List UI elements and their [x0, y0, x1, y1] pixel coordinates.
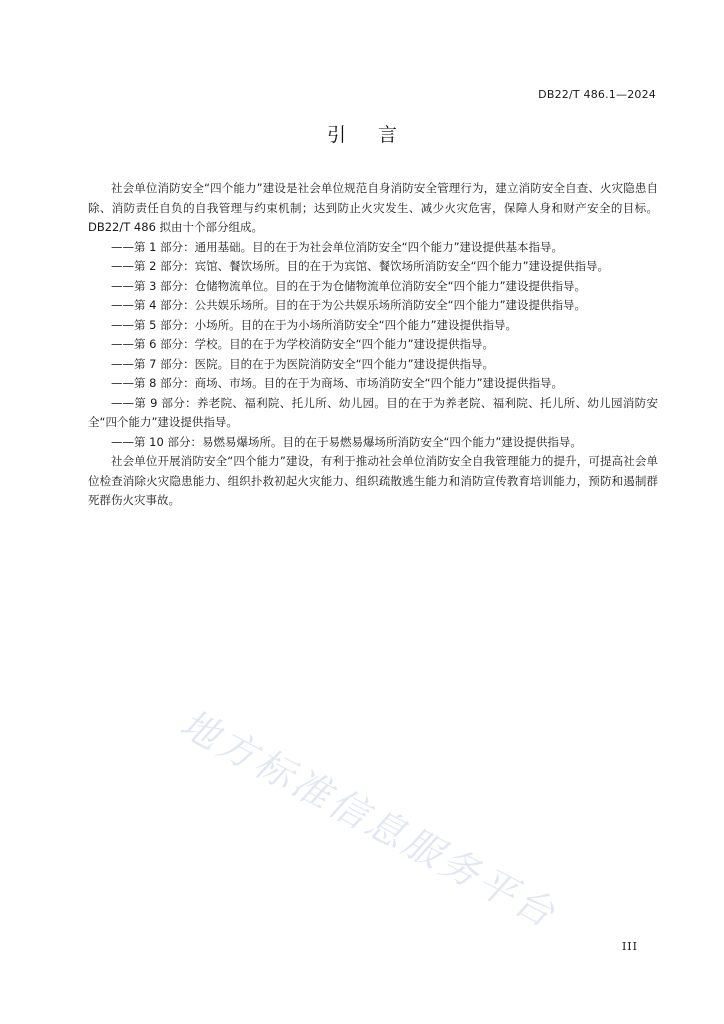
intro-paragraph: 社会单位消防安全“四个能力”建设是社会单位规范自身消防安全管理行为，建立消防安全自查、火灾隐患自除、消防责任自负的自我管理与约束机制；达到防止火灾发生、减少火灾危害，保障人身和财产安全的目标。DB22/T 486 拟由十个部分组成。	[88, 181, 658, 234]
part-item-10: ——第 10 部分：易燃易爆场所。目的在于易燃易爆场所消防安全“四个能力”建设提供指导。	[111, 434, 582, 449]
closing-paragraph: 社会单位开展消防安全“四个能力”建设，有利于推动社会单位消防安全自我管理能力的提升，可提高社会单位检查消除火灾隐患能力、组织扑救初起火灾能力、组织疏散逃生能力和消防宣传教育培训能力，预防和遏制群死群伤火灾事故。	[88, 454, 658, 507]
part-item-6: ——第 6 部分：学校。目的在于为学校消防安全“四个能力”建设提供指导。	[111, 337, 495, 351]
part-item-7: ——第 7 部分：医院。目的在于为医院消防安全“四个能力”建设提供指导。	[111, 356, 495, 371]
part-item-2: ——第 2 部分：宾馆、餐饮场所。目的在于为宾馆、餐饮场所消防安全“四个能力”建设提供指导。	[111, 259, 610, 273]
part-item-5: ——第 5 部分：小场所。目的在于为小场所消防安全“四个能力”建设提供指导。	[111, 317, 518, 332]
part-item-8: ——第 8 部分：商场、市场。目的在于为商场、市场消防安全“四个能力”建设提供指导。	[111, 376, 564, 390]
part-item-1: ——第 1 部分：通用基础。目的在于为社会单位消防安全“四个能力”建设提供基本指导。	[111, 239, 564, 254]
document-body	[88, 179, 658, 511]
page-title: 引言	[326, 124, 429, 146]
page-number: III	[621, 940, 638, 953]
part-item-9: ——第 9 部分：养老院、福利院、托儿所、幼儿园。目的在于为养老院、福利院、托儿所、幼儿园消防安全“四个能力”建设提供指导。	[88, 395, 658, 429]
document-code: DB22/T 486.1—2024	[538, 88, 656, 101]
part-item-4: ——第 4 部分：公共娱乐场所。目的在于为公共娱乐场所消防安全“四个能力”建设提供指导。	[111, 298, 587, 312]
part-item-3: ——第 3 部分：仓储物流单位。目的在于为仓储物流单位消防安全“四个能力”建设提供指导。	[111, 278, 587, 293]
watermark: 地方标准信息服务平台	[173, 701, 565, 938]
